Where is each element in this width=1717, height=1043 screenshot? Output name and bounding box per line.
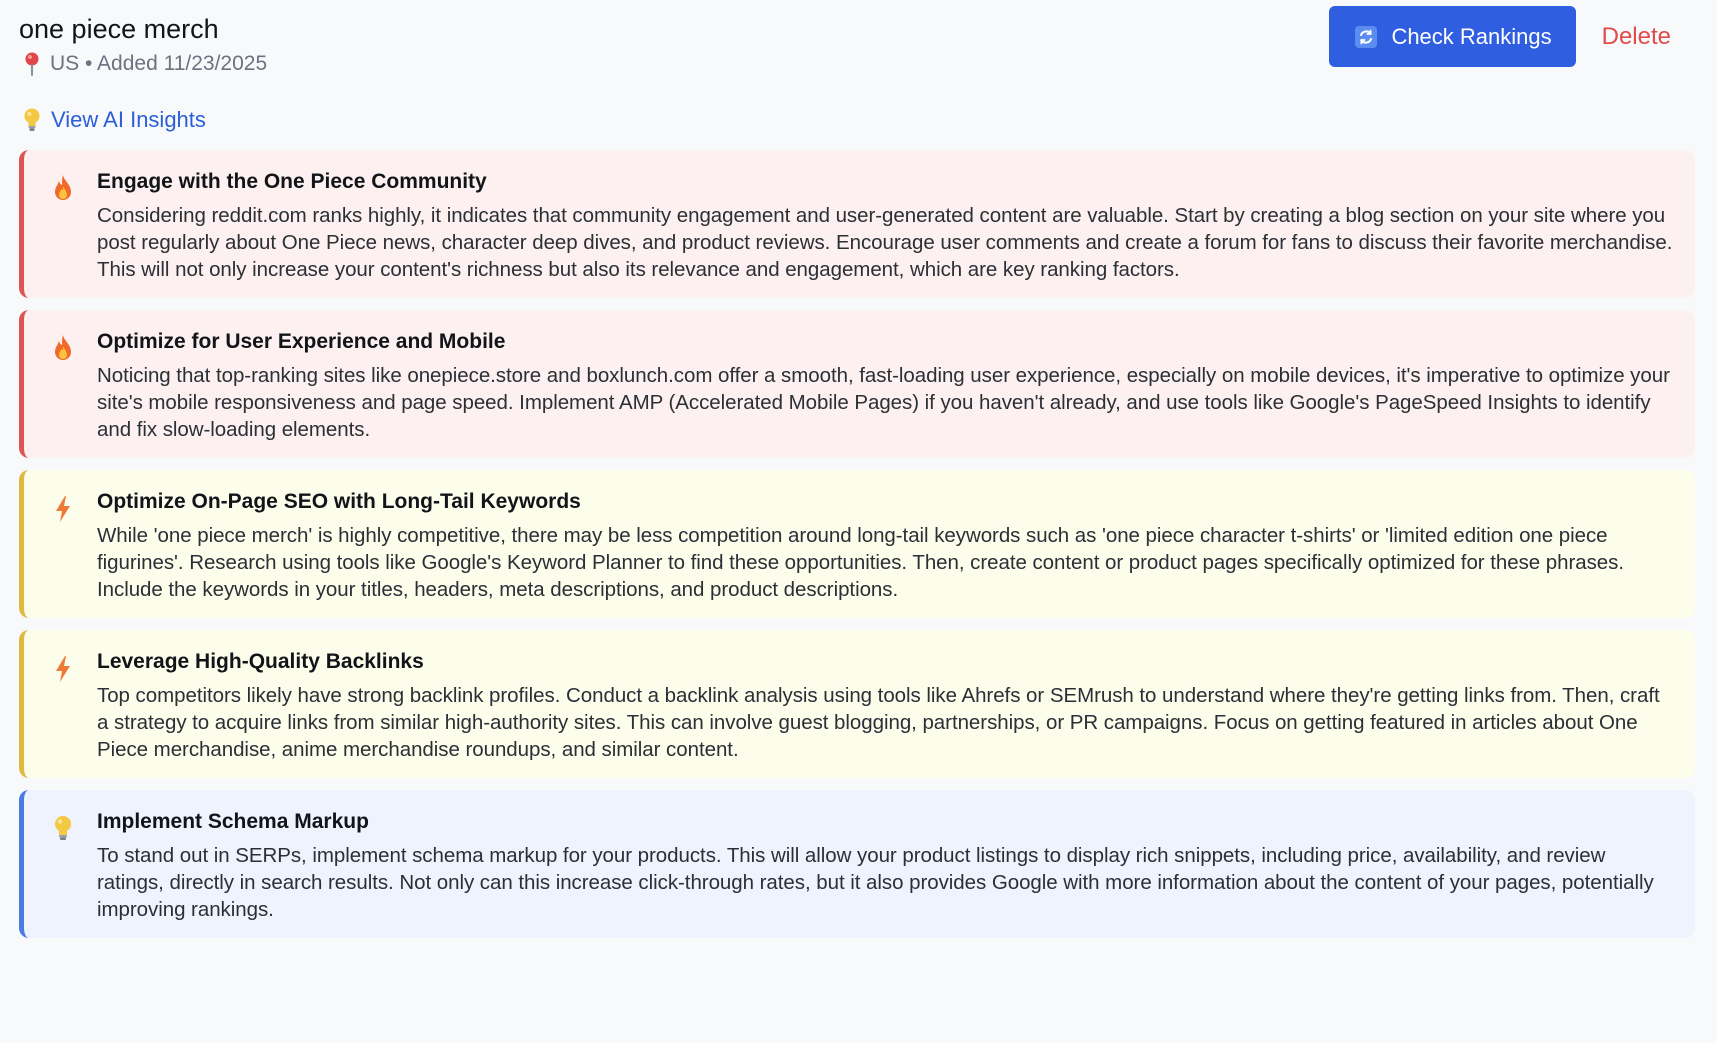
fire-icon — [51, 334, 75, 364]
insight-card — [19, 470, 1695, 618]
lightning-icon — [51, 494, 75, 524]
insight-title: Optimize for User Experience and Mobile — [97, 330, 506, 353]
insight-card — [19, 150, 1695, 298]
insights-list — [19, 150, 1695, 938]
insight-card — [19, 310, 1695, 458]
insight-title: Implement Schema Markup — [97, 810, 369, 833]
insight-card — [19, 790, 1695, 938]
insight-body: To stand out in SERPs, implement schema markup for your products. This will allow your product listings to display rich snippets, including price, availability, and review ratings, directly in search results. Not only can this increase click-through rates, but it also provides Google with more information about the content of your pages, potentially improving rankings. — [97, 844, 1654, 921]
keyword-header — [19, 6, 1695, 86]
lightbulb-icon — [51, 814, 75, 844]
keyword-title: one piece merch — [19, 14, 219, 44]
insight-title: Engage with the One Piece Community — [97, 170, 487, 193]
header-actions — [1329, 6, 1695, 67]
lightning-icon — [51, 654, 75, 684]
refresh-icon — [1355, 26, 1377, 48]
insight-body: Noticing that top-ranking sites like onepiece.store and boxlunch.com offer a smooth, fast-loading user experience, especially on mobile devices, it's imperative to optimize your site's mobile responsiveness and page speed. Implement AMP (Accelerated Mobile Pages) if you haven't already, and use tools like Google's PageSpeed Insights to identify and fix slow-loading elements. — [97, 364, 1670, 441]
keyword-meta — [21, 50, 267, 78]
delete-button[interactable]: Delete — [1598, 23, 1695, 51]
view-ai-insights-link-row — [22, 104, 1695, 136]
insight-body: While 'one piece merch' is highly competitive, there may be less competition around long-tail keywords such as 'one piece character t-shirts' or 'limited edition one piece figurines'. Research using tools like Google's Keyword Planner to find these opportunities. Then, create content or product pages specifically optimized for these phrases. Include the keywords in your titles, headers, meta descriptions, and product descriptions. — [97, 524, 1625, 601]
insight-body: Considering reddit.com ranks highly, it indicates that community engagement and user-generated content are valuable. Start by creating a blog section on your site where you post regularly about One Piece news, character deep dives, and product reviews. Encourage user comments and create a forum for fans to discuss their favorite merchandise. This will not only increase your content's richness but also its relevance and engagement, which are key ranking factors. — [97, 204, 1673, 281]
check-rankings-button[interactable] — [1329, 6, 1575, 67]
fire-icon — [51, 174, 75, 204]
keyword-meta-text: US • Added 11/23/2025 — [50, 52, 268, 75]
insight-title: Leverage High-Quality Backlinks — [97, 650, 424, 673]
lightbulb-icon — [22, 107, 42, 133]
location-pin-icon — [21, 51, 43, 77]
view-ai-insights-link[interactable]: View AI Insights — [51, 107, 206, 132]
insight-card — [19, 630, 1695, 778]
insight-title: Optimize On-Page SEO with Long-Tail Keywords — [97, 490, 581, 513]
check-rankings-label: Check Rankings — [1391, 23, 1552, 49]
insight-body: Top competitors likely have strong backlink profiles. Conduct a backlink analysis using tools like Ahrefs or SEMrush to understand where they're getting links from. Then, craft a strategy to acquire links from similar high-authority sites. This can involve guest blogging, partnerships, or PR campaigns. Focus on getting featured in articles about One Piece merchandise, anime merchandise roundups, and similar content. — [97, 684, 1660, 761]
